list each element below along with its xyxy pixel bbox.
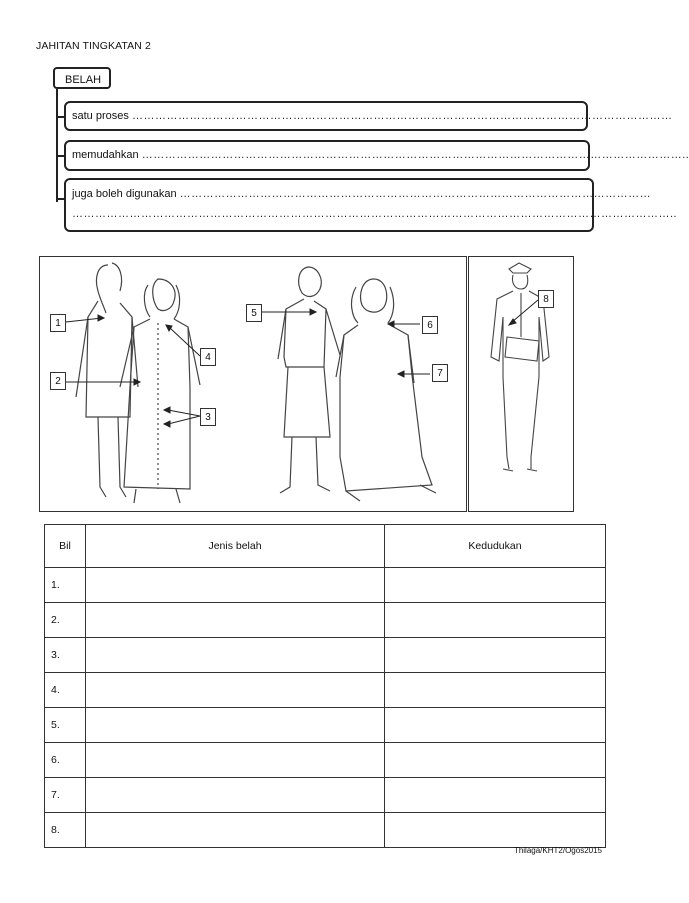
footer-credit: Thilaga/KHT2/Ogos2015 bbox=[513, 846, 602, 855]
arrowhead-3a bbox=[164, 407, 170, 413]
arrowhead-2 bbox=[134, 379, 140, 385]
arrowhead-7 bbox=[398, 371, 404, 377]
note-dots-line2: ………………………………………………………………………………………………………………………………………….. bbox=[72, 208, 678, 220]
table-row bbox=[45, 603, 606, 638]
answer-table bbox=[44, 524, 606, 848]
table-row bbox=[45, 568, 606, 603]
row-number: 1. bbox=[45, 568, 86, 603]
note-dots: …………………………………………………………………………………………………………… bbox=[179, 188, 652, 200]
answer-cell-jenis[interactable] bbox=[86, 603, 385, 638]
answer-cell-kedudukan[interactable] bbox=[385, 638, 606, 673]
note-dots: …………………………………………………………………………………………………………………………… bbox=[131, 110, 673, 122]
answer-cell-jenis[interactable] bbox=[86, 813, 385, 848]
figure-label-4: 4 bbox=[200, 348, 216, 366]
arrowhead-3b bbox=[164, 421, 170, 427]
header-bil: Bil bbox=[45, 525, 86, 568]
arrowhead-5 bbox=[310, 309, 316, 315]
answer-cell-kedudukan[interactable] bbox=[385, 603, 606, 638]
answer-cell-kedudukan[interactable] bbox=[385, 568, 606, 603]
arrow-4 bbox=[170, 328, 200, 356]
answer-cell-jenis[interactable] bbox=[86, 708, 385, 743]
arrow-3a bbox=[168, 410, 200, 416]
figure-label-6: 6 bbox=[422, 316, 438, 334]
answer-cell-jenis[interactable] bbox=[86, 638, 385, 673]
figure-label-7: 7 bbox=[432, 364, 448, 382]
table-row bbox=[45, 673, 606, 708]
table-row bbox=[45, 743, 606, 778]
note-lead: satu proses bbox=[72, 110, 129, 122]
table-row bbox=[45, 778, 606, 813]
answer-cell-kedudukan[interactable] bbox=[385, 673, 606, 708]
arrow-8 bbox=[512, 300, 538, 322]
worksheet-header: JAHITAN TINGKATAN 2 bbox=[36, 40, 151, 52]
answer-cell-kedudukan[interactable] bbox=[385, 708, 606, 743]
row-number: 5. bbox=[45, 708, 86, 743]
answer-cell-jenis[interactable] bbox=[86, 778, 385, 813]
table-row bbox=[45, 638, 606, 673]
answer-cell-kedudukan[interactable] bbox=[385, 743, 606, 778]
note-lead: memudahkan bbox=[72, 149, 139, 161]
table-row bbox=[45, 813, 606, 848]
table-header-row bbox=[45, 525, 606, 568]
table-row bbox=[45, 708, 606, 743]
answer-cell-kedudukan[interactable] bbox=[385, 813, 606, 848]
header-kedudukan: Kedudukan bbox=[385, 525, 606, 568]
topic-box: BELAH bbox=[53, 67, 111, 89]
answer-cell-jenis[interactable] bbox=[86, 673, 385, 708]
arrow-1 bbox=[66, 318, 102, 322]
arrowhead-6 bbox=[388, 321, 394, 327]
row-number: 6. bbox=[45, 743, 86, 778]
figure-label-1: 1 bbox=[50, 314, 66, 332]
figure-label-2: 2 bbox=[50, 372, 66, 390]
figure-label-3: 3 bbox=[200, 408, 216, 426]
arrow-3b bbox=[168, 416, 200, 424]
arrowhead-4 bbox=[166, 325, 172, 331]
row-number: 7. bbox=[45, 778, 86, 813]
answer-cell-kedudukan[interactable] bbox=[385, 778, 606, 813]
arrowhead-1 bbox=[98, 315, 104, 321]
header-jenis-belah: Jenis belah bbox=[86, 525, 385, 568]
figure-label-5: 5 bbox=[246, 304, 262, 322]
answer-cell-jenis[interactable] bbox=[86, 743, 385, 778]
row-number: 8. bbox=[45, 813, 86, 848]
figure-label-8: 8 bbox=[538, 290, 554, 308]
row-number: 2. bbox=[45, 603, 86, 638]
answer-cell-jenis[interactable] bbox=[86, 568, 385, 603]
row-number: 4. bbox=[45, 673, 86, 708]
note-lead: juga boleh digunakan bbox=[72, 188, 177, 200]
note-dots: …………………………………………………………………………………………………………………………….. bbox=[141, 149, 689, 161]
row-number: 3. bbox=[45, 638, 86, 673]
